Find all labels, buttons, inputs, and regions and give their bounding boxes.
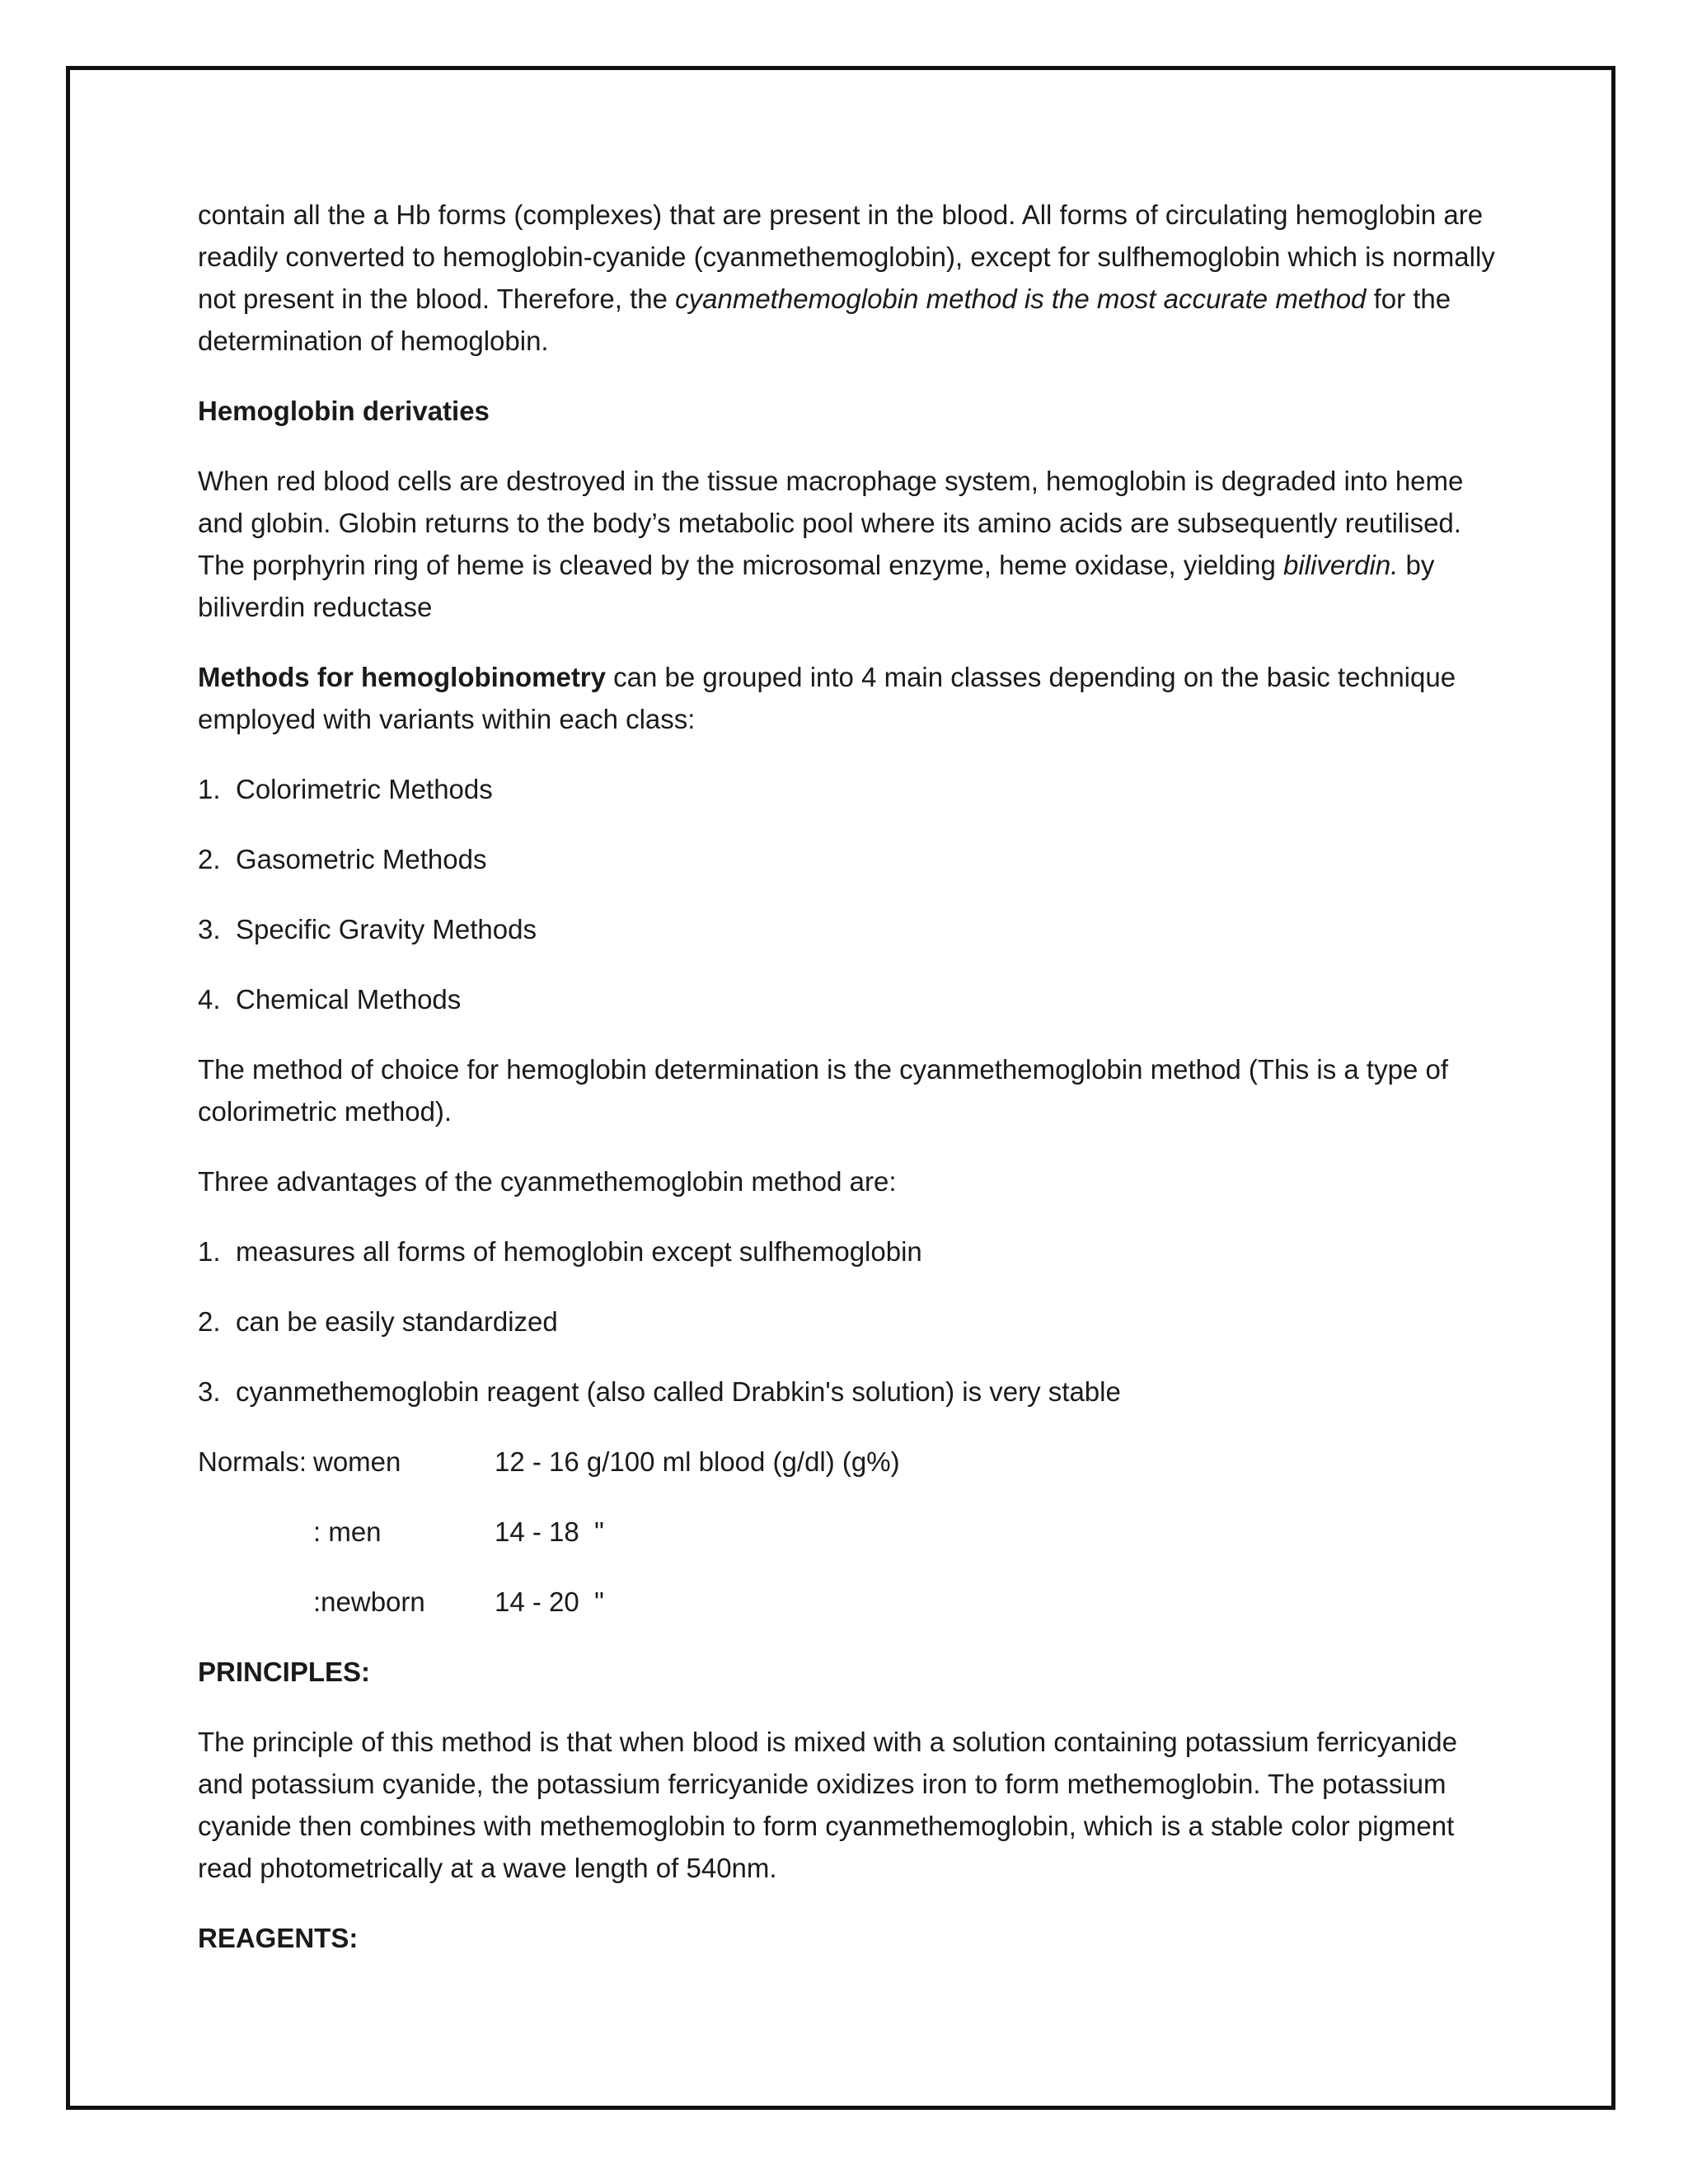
- derivatives-paragraph: [198, 460, 1500, 628]
- normals-label: Normals:: [198, 1446, 307, 1477]
- list-item: [198, 1301, 1500, 1343]
- intro-text-1: contain all the a Hb forms (complexes) that are present in the blood. All forms of circulating hemoglobin are readily converted to hemoglobin-cyanide (cyanmethemoglobin), except for sulfhemoglobin which is normally not present in the blood. Therefore, the: [198, 199, 1495, 314]
- list-number: 3.: [198, 914, 221, 944]
- list-label: Colorimetric Methods: [236, 774, 493, 804]
- intro-paragraph: [198, 194, 1500, 362]
- list-number: 2.: [198, 1306, 221, 1337]
- derivatives-emphasis: biliverdin.: [1282, 550, 1399, 580]
- list-item: [198, 838, 1500, 880]
- normals-value: 14 - 20 ": [495, 1586, 604, 1617]
- list-label: Gasometric Methods: [236, 844, 487, 874]
- methods-paragraph: [198, 656, 1500, 740]
- list-label: Specific Gravity Methods: [236, 914, 537, 944]
- derivatives-text-3: by biliverdin reductase: [198, 550, 1435, 622]
- normals-group: women: [313, 1446, 401, 1477]
- methods-bold: Methods for hemoglobinometry: [198, 662, 606, 692]
- list-number: 2.: [198, 844, 221, 874]
- choice-paragraph: The method of choice for hemoglobin determination is the cyanmethemoglobin method (This is a type of colorimetric method).: [198, 1054, 1448, 1127]
- list-number: 1.: [198, 774, 221, 804]
- normals-value: 12 - 16 g/100 ml blood (g/dl) (g%): [495, 1446, 900, 1477]
- list-number: 3.: [198, 1376, 221, 1407]
- list-item: [198, 908, 1500, 950]
- normals-label-spacer: [198, 1581, 313, 1623]
- list-label: Chemical Methods: [236, 984, 462, 1015]
- normals-value: 14 - 18 ": [495, 1516, 604, 1547]
- normals-group: : men: [313, 1516, 382, 1547]
- list-label: measures all forms of hemoglobin except sulfhemoglobin: [236, 1236, 922, 1267]
- normals-row: [198, 1441, 1500, 1483]
- normals-group: :newborn: [313, 1586, 425, 1617]
- derivatives-text-1: When red blood cells are destroyed in the tissue macrophage system, hemoglobin is degraded into heme and globin. Globin returns to the body’s metabolic pool where its amino acids are subsequently reutilised. The porphyrin ring of heme is cleaved by the microsomal enzyme, heme oxidase, yielding: [198, 466, 1464, 580]
- advantages-intro: Three advantages of the cyanmethemoglobin method are:: [198, 1166, 897, 1197]
- intro-text-3: for the determination of hemoglobin.: [198, 284, 1451, 356]
- list-label: can be easily standardized: [236, 1306, 558, 1337]
- principles-heading: PRINCIPLES:: [198, 1657, 371, 1687]
- list-label: cyanmethemoglobin reagent (also called Drabkin's solution) is very stable: [236, 1376, 1121, 1407]
- intro-emphasis: cyanmethemoglobin method is the most accurate method: [675, 284, 1367, 314]
- methods-text: can be grouped into 4 main classes depending on the basic technique employed with variants within each class:: [198, 662, 1456, 734]
- normals-row: [198, 1581, 1500, 1623]
- list-item: [198, 768, 1500, 810]
- list-number: 4.: [198, 984, 221, 1015]
- list-item: [198, 978, 1500, 1020]
- derivatives-heading: Hemoglobin derivaties: [198, 396, 490, 426]
- list-item: [198, 1371, 1500, 1413]
- reagents-heading: REAGENTS:: [198, 1923, 359, 1953]
- list-number: 1.: [198, 1236, 221, 1267]
- list-item: [198, 1230, 1500, 1272]
- document-body: [198, 194, 1500, 1987]
- principles-paragraph: The principle of this method is that when blood is mixed with a solution containing potassium ferricyanide and potassium cyanide, the potassium ferricyanide oxidizes iron to form methemoglobin. The potassium cyanide then combines with methemoglobin to form cyanmethemoglobin, which is a stable color pigment read photometrically at a wave length of 540nm.: [198, 1727, 1457, 1883]
- normals-label-spacer: [198, 1511, 313, 1553]
- normals-row: [198, 1511, 1500, 1553]
